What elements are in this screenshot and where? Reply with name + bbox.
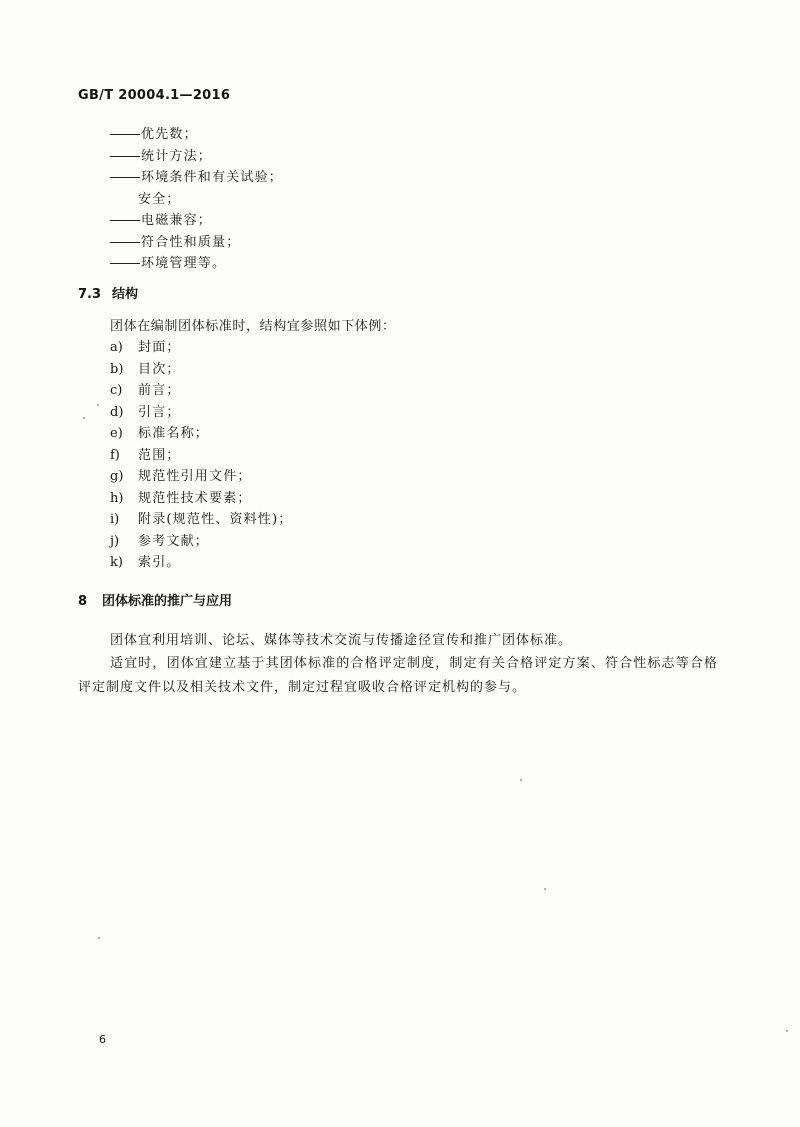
item-text: 引言； [138, 404, 181, 420]
clause-7-3-intro: 团体在编制团体标准时，结构宜参照如下体例： [110, 319, 396, 334]
structure-item [110, 488, 293, 510]
item-text: 目次； [138, 361, 181, 377]
scan-speck [83, 417, 85, 419]
item-text: 封面； [138, 340, 181, 355]
section-8-paragraph: 适宜时，团体宜建立基于其团体标准的合格评定制度，制定有关合格评定方案、符合性标志等合格评定制度文件以及相关技术文件，制定过程宜吸收合格评定机构的参与。 [78, 656, 718, 695]
structure-list [110, 337, 293, 574]
structure-item [110, 552, 293, 574]
item-marker: a) [110, 340, 123, 355]
structure-item [110, 509, 293, 531]
em-dash [110, 177, 140, 178]
item-marker: b) [110, 361, 124, 377]
section-8-paragraph: 团体宜利用培训、论坛、媒体等技术交流与传播途径宣传和推广团体标准。 [110, 633, 573, 648]
item-marker: c) [110, 383, 123, 398]
item-text: 范围； [138, 447, 181, 463]
topic-item-text: 优先数； [141, 127, 198, 142]
topic-list [110, 124, 283, 275]
section-title: 团体标准的推广与应用 [102, 594, 233, 609]
em-dash [110, 156, 140, 157]
section-8-heading [78, 590, 232, 609]
topic-item-text: 安全； [138, 191, 181, 207]
item-text: 规范性技术要素； [138, 490, 252, 506]
structure-item [110, 531, 293, 553]
structure-item [110, 466, 293, 488]
em-dash [110, 134, 140, 135]
structure-item [110, 380, 293, 402]
structure-item [110, 337, 293, 359]
topic-item-text: 电磁兼容； [141, 213, 213, 228]
topic-item [110, 210, 283, 232]
item-marker: i) [110, 512, 120, 527]
item-text: 附录(规范性、资料性)； [138, 512, 293, 527]
item-marker: k) [110, 555, 123, 570]
item-text: 前言； [138, 383, 181, 398]
em-dash [110, 242, 140, 243]
page-number: 6 [99, 1033, 106, 1046]
topic-item [110, 253, 283, 275]
item-text: 索引。 [138, 555, 181, 570]
structure-item [110, 445, 293, 467]
item-text: 参考文献； [138, 533, 210, 549]
clause-title: 结构 [112, 287, 139, 302]
topic-item [110, 167, 283, 189]
structure-item [110, 423, 293, 445]
topic-item-text: 统计方法； [141, 148, 213, 164]
standard-number-header: GB/T 20004.1—2016 [78, 88, 231, 103]
clause-7-3-heading [78, 283, 138, 302]
topic-item-text: 环境条件和有关试验； [141, 170, 284, 185]
topic-item [110, 124, 283, 146]
structure-item [110, 359, 293, 381]
em-dash [110, 263, 140, 264]
item-marker: f) [110, 447, 120, 463]
item-marker: h) [110, 490, 124, 506]
topic-item-text: 环境管理等。 [141, 256, 227, 271]
clause-number: 7.3 [78, 287, 102, 302]
scan-speck [520, 779, 522, 781]
item-marker: d) [110, 404, 124, 420]
structure-item [110, 402, 293, 424]
topic-item-text: 符合性和质量； [141, 234, 241, 250]
scan-speck [97, 404, 99, 406]
topic-item [110, 146, 283, 168]
section-number: 8 [78, 594, 88, 609]
item-text: 规范性引用文件； [138, 469, 252, 484]
scan-speck [98, 937, 100, 939]
item-marker: g) [110, 469, 124, 484]
em-dash [110, 220, 140, 221]
item-marker: j) [110, 533, 120, 549]
item-marker: e) [110, 426, 123, 441]
item-text: 标准名称； [138, 426, 210, 441]
topic-item [110, 232, 283, 254]
topic-item-continuation [110, 189, 283, 211]
scan-speck [786, 1030, 788, 1032]
scan-speck [544, 888, 546, 890]
